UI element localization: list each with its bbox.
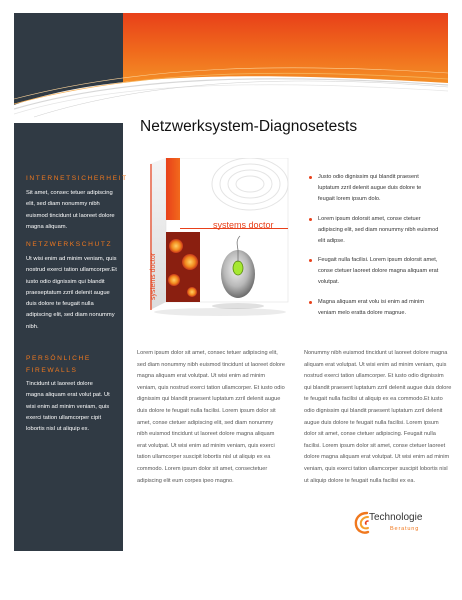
logo-name: Technologie: [369, 512, 423, 523]
sidebar-section-firewalls: [26, 353, 112, 435]
sidebar-section-netzwerkschutz: [26, 240, 118, 333]
sidebar-text: Ut wisi enim ad minim veniam, quis nostrud exerci tation ullamcorper.Et iusto odio dignissim qui blandit praeseptatum zzril delenit augue duis dolore te feugait nulla adipiscing elit, sed diam nonummy nibh.: [26, 256, 117, 330]
company-logo: [353, 510, 448, 540]
sidebar-heading: INTERNETSICHERHEIT: [26, 175, 128, 182]
sidebar-heading: NETZWERKSCHUTZ: [26, 241, 113, 248]
bullet-item: Lorem ipsum dolorsit amet, conse ctetuer adipiscing elit, sed diam nonummy nibh euismod elit adipse.: [309, 214, 439, 247]
sidebar-text: Tincidunt ut laoreet dolore magna aliquam erat volut pat. Ut wisi enim ad minim veniam, quis exerci tation ullamcorper cipit lobortis nisl ut aliquip ex.: [26, 381, 110, 433]
bullet-dot-icon: [309, 259, 312, 262]
product-box-side-label: systems doctor: [150, 252, 157, 300]
bullet-item: Feugait nulla facilisi. Lorem ipsum dolorsit amet, conse ctetuer laoreet dolore magna aliquam erat volutpat.: [309, 255, 439, 288]
sidebar-section-internetsicherheit: [26, 174, 128, 233]
bullet-item: Justo odio dignissim qui blandit praesent luptatum zzril delenit augue duis dolore te feugait lorem ipsum dolo.: [309, 172, 439, 205]
header-swoosh-graphic: [14, 13, 448, 123]
bullet-list: [309, 172, 439, 327]
bullet-item: Magna aliquam erat volu isi enim ad minim veniam melo eratta dolore magnue.: [309, 297, 439, 319]
body-column-right: Nonummy nibh euismod tincidunt ut laoreet dolore magna aliquam erat volutpat. Ut wisi enim ad minim veniam, quis nostrud exerci tation ullamcorper. Et iusto odio dignissim qui blandit praesent luptatum zzril delenit augue duis dolore te feugait nulla facilisi ut aliquip ex ea commodo.Et iusto odio dignissim qui blandit praesent luptatum zzril delenit augue duis dolore te feugait nulla facilisi. Lorem ipsum dolor sit amet, conse ctetuer adipiscing. Feugait nulla facilisi. Lorem ipsum dolor sit amet, conse ctetuer laoreet dolore magna aliquam erat volutpat. Ut wisi enim ad minim veniam, quis exerci tation ullamcorper suscipit lobortis nisl ut aliquip dolore te feugait nulla facilisi ex ea.: [304, 350, 452, 484]
product-box-image: [140, 158, 290, 318]
product-box-front-label: systems doctor: [213, 220, 274, 230]
bullet-dot-icon: [309, 176, 312, 179]
bullet-dot-icon: [309, 218, 312, 221]
body-column-left: Lorem ipsum dolor sit amet, consec tetuer adipiscing elit, sed diam nonummy nibh euismod tincidunt ut laoreet dolore magna aliquam erat volutpat. Ut wisi enim ad minim veniam, quis nostrud exerci tation ullamcorper. Et iusto odio dignissim qui blandit praesent luptatum zzril delenit augue duis dolore te feugait nulla facilisi. Lorem ipsum dolor sit amet, conse ctetuer adipiscing elit, sed diam nonummy nibh euismod tincidunt ut laoreet dolore magna aliquam erat volutpat. Ut wisi enim ad minim veniam, quis exerci tation ullamcorper suscipit lobortis nisl ut aliquip ex ea commodo. Lorem ipsum dolor sit amet, consectetuer adipiscing elit eum corpes ipeo magno.: [137, 350, 286, 484]
sidebar-text: Sit amet, consec tetuer adipiscing elit, sed diam nonummy nibh euismod tincidunt ut laoreet dolore magna aliquam.: [26, 190, 115, 230]
page-title: Netzwerksystem-Diagnosetests: [140, 118, 358, 135]
sidebar-heading: PERSÖNLICHE FIREWALLS: [26, 355, 91, 374]
bullet-dot-icon: [309, 301, 312, 304]
logo-subtitle: Beratung: [390, 526, 420, 532]
